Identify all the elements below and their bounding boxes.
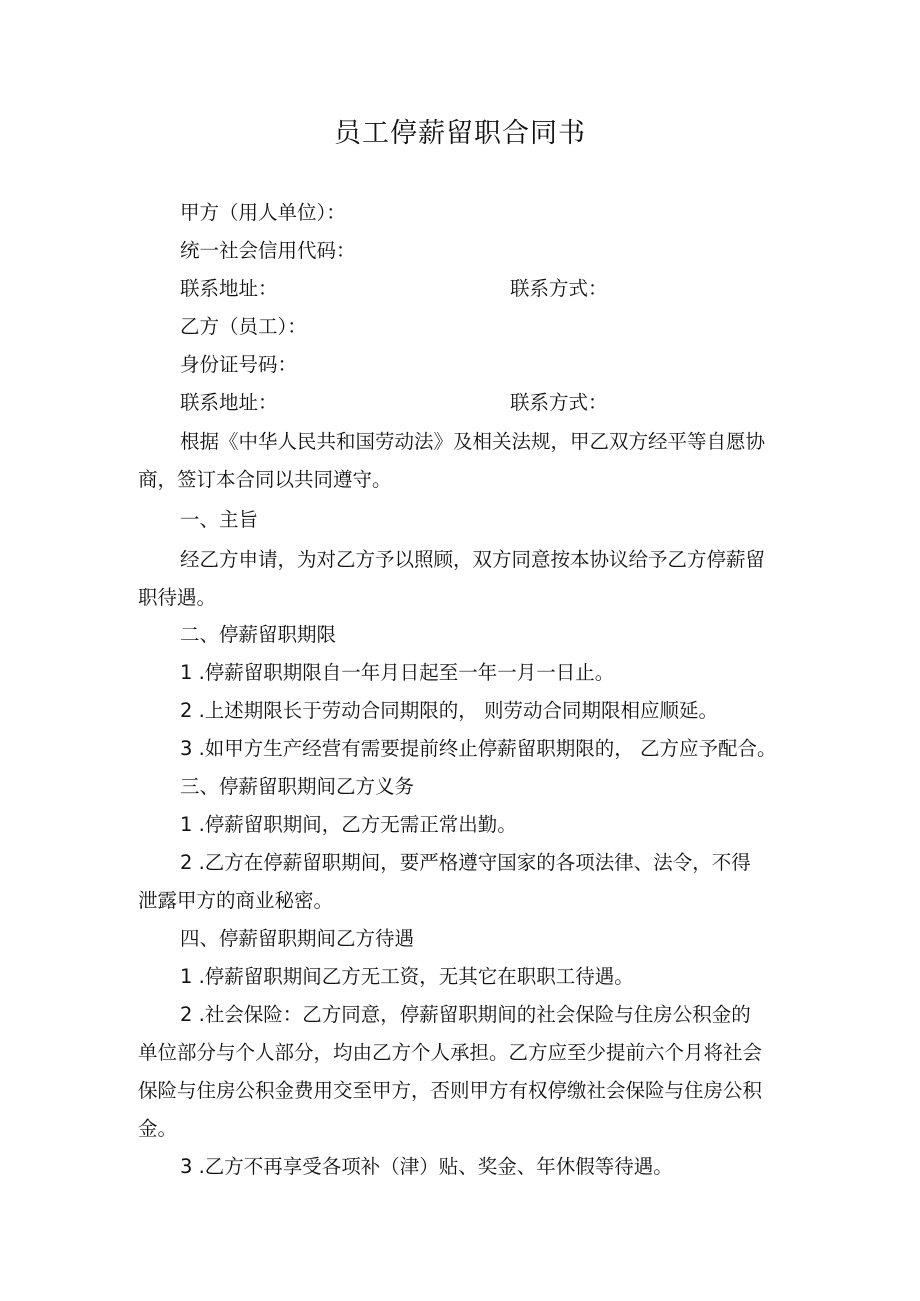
- section-2-item-1: 1 .停薪留职期限自一年月日起至一年一月一日止。: [180, 661, 615, 684]
- party-b-label: 乙方（员工）：: [180, 315, 307, 338]
- section-4-item-3: 3 .乙方不再享受各项补（津）贴、奖金、年休假等待遇。: [180, 1155, 673, 1178]
- section-3-heading: 三、停薪留职期间乙方义务: [180, 775, 415, 798]
- section-4-item-2-line-1: 2 .社会保险：乙方同意，停薪留职期间的社会保险与住房公积金的: [180, 1003, 751, 1026]
- section-3-item-1: 1 .停薪留职期间，乙方无需正常出勤。: [180, 813, 517, 836]
- section-3-item-2-line-1: 2 .乙方在停薪留职期间，要严格遵守国家的各项法律、法令，不得: [180, 851, 751, 874]
- section-4-heading: 四、停薪留职期间乙方待遇: [180, 927, 415, 950]
- section-2-item-3: 3 .如甲方生产经营有需要提前终止停薪留职期限的， 乙方应予配合。: [180, 737, 777, 760]
- section-2-heading: 二、停薪留职期限: [180, 623, 337, 646]
- document-title: 员工停薪留职合同书: [334, 118, 586, 149]
- party-a-contact-label: 联系方式：: [510, 277, 608, 300]
- preamble-line-2: 商，签订本合同以共同遵守。: [138, 468, 392, 491]
- party-b-contact-label: 联系方式：: [510, 391, 608, 414]
- section-4-item-2-line-4: 金。: [138, 1117, 178, 1140]
- section-1-line-1: 经乙方申请，为对乙方予以照顾，双方同意按本协议给予乙方停薪留: [180, 548, 766, 571]
- party-a-label: 甲方（用人单位）：: [180, 201, 346, 224]
- party-a-address-label: 联系地址：: [180, 277, 278, 300]
- section-4-item-2-line-3: 保险与住房公积金费用交至甲方，否则甲方有权停缴社会保险与住房公积: [138, 1079, 763, 1102]
- credit-code-label: 统一社会信用代码：: [180, 239, 356, 262]
- party-b-address-label: 联系地址：: [180, 391, 278, 414]
- section-2-item-2: 2 .上述期限长于劳动合同期限的， 则劳动合同期限相应顺延。: [180, 699, 719, 722]
- id-number-label: 身份证号码：: [180, 353, 298, 376]
- section-3-item-2-line-2: 泄露甲方的商业秘密。: [138, 889, 334, 912]
- section-1-line-2: 职待遇。: [138, 586, 217, 609]
- section-4-item-1: 1 .停薪留职期间乙方无工资，无其它在职职工待遇。: [180, 965, 634, 988]
- section-1-heading: 一、主旨: [180, 508, 259, 531]
- section-4-item-2-line-2: 单位部分与个人部分，均由乙方个人承担。乙方应至少提前六个月将社会: [138, 1041, 763, 1064]
- preamble-line-1: 根据《中华人民共和国劳动法》及相关法规，甲乙双方经平等自愿协: [180, 430, 766, 453]
